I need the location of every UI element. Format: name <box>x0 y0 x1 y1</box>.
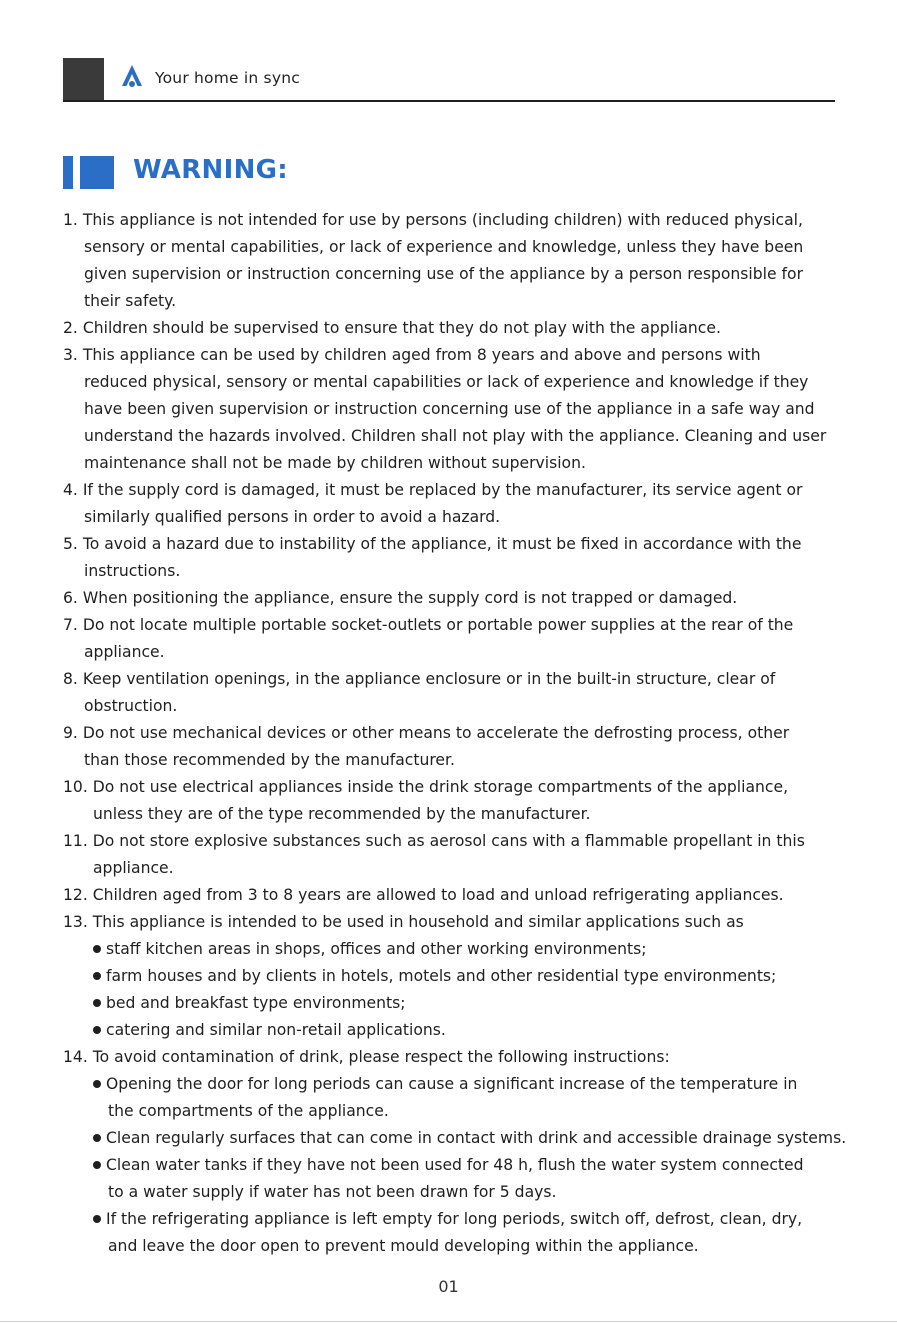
bullet-line <box>93 936 647 963</box>
bullet-icon <box>93 1161 101 1169</box>
list-line <box>63 720 789 747</box>
line-text: 12. Children aged from 3 to 8 years are allowed to load and unload refrigerating appliances. <box>63 886 784 904</box>
line-text: maintenance shall not be made by children without supervision. <box>84 454 586 472</box>
list-line <box>108 1179 556 1206</box>
list-line <box>63 1044 670 1071</box>
list-line <box>84 396 815 423</box>
list-line <box>84 558 180 585</box>
bullet-icon <box>93 1215 101 1223</box>
line-text: appliance. <box>84 643 165 661</box>
list-line <box>84 450 586 477</box>
list-line <box>108 1233 699 1260</box>
list-line <box>84 504 500 531</box>
line-text: 3. This appliance can be used by children aged from 8 years and above and persons with <box>63 346 761 364</box>
list-line <box>84 288 176 315</box>
line-text: bed and breakfast type environments; <box>106 994 406 1012</box>
line-text: unless they are of the type recommended by the manufacturer. <box>93 805 591 823</box>
line-text: Opening the door for long periods can cause a significant increase of the temperature in <box>106 1075 798 1093</box>
line-text: similarly qualified persons in order to avoid a hazard. <box>84 508 501 526</box>
line-text: catering and similar non-retail applications. <box>106 1021 446 1039</box>
bullet-icon <box>93 945 101 953</box>
list-line <box>63 477 802 504</box>
bullet-icon <box>93 1080 101 1088</box>
line-text: their safety. <box>84 292 177 310</box>
bullet-icon <box>93 1134 101 1142</box>
brand-logo-icon <box>120 64 144 90</box>
line-text: staff kitchen areas in shops, offices and other working environments; <box>106 940 647 958</box>
list-line <box>63 342 761 369</box>
list-line <box>63 585 737 612</box>
bullet-line <box>93 990 406 1017</box>
header-tagline: Your home in sync <box>155 69 300 87</box>
line-text: 9. Do not use mechanical devices or other means to accelerate the defrosting process, other <box>63 724 790 742</box>
list-line <box>63 774 788 801</box>
line-text: 5. To avoid a hazard due to instability of the appliance, it must be fixed in accordance with the <box>63 535 802 553</box>
line-text: and leave the door open to prevent mould developing within the appliance. <box>108 1237 699 1255</box>
list-line <box>63 828 805 855</box>
list-line <box>93 801 591 828</box>
list-line <box>63 909 744 936</box>
line-text: understand the hazards involved. Children shall not play with the appliance. Cleaning and user <box>84 427 827 445</box>
bullet-line <box>93 1125 846 1152</box>
line-text: 4. If the supply cord is damaged, it must be replaced by the manufacturer, its service agent or <box>63 481 803 499</box>
line-text: have been given supervision or instruction concerning use of the appliance in a safe way and <box>84 400 815 418</box>
list-line <box>63 531 801 558</box>
line-text: to a water supply if water has not been drawn for 5 days. <box>108 1183 557 1201</box>
line-text: farm houses and by clients in hotels, motels and other residential type environments; <box>106 967 777 985</box>
page-number: 01 <box>438 1277 459 1296</box>
line-text: 7. Do not locate multiple portable socket-outlets or portable power supplies at the rear of the <box>63 616 794 634</box>
line-text: 14. To avoid contamination of drink, please respect the following instructions: <box>63 1048 670 1066</box>
list-line <box>84 639 165 666</box>
line-text: 2. Children should be supervised to ensure that they do not play with the appliance. <box>63 319 721 337</box>
list-line <box>63 315 721 342</box>
bullet-line <box>93 1152 804 1179</box>
line-text: 6. When positioning the appliance, ensure the supply cord is not trapped or damaged. <box>63 589 738 607</box>
line-text: instructions. <box>84 562 181 580</box>
page-header <box>63 58 835 101</box>
list-line <box>84 261 803 288</box>
bottom-rule <box>0 1321 897 1322</box>
line-text: appliance. <box>93 859 174 877</box>
line-text: reduced physical, sensory or mental capabilities or lack of experience and knowledge if they <box>84 373 809 391</box>
line-text: 13. This appliance is intended to be used in household and similar applications such as <box>63 913 744 931</box>
bullet-icon <box>93 972 101 980</box>
line-text: 1. This appliance is not intended for use by persons (including children) with reduced physical, <box>63 211 803 229</box>
line-text: Clean regularly surfaces that can come in contact with drink and accessible drainage systems. <box>106 1129 847 1147</box>
bullet-line <box>93 1071 797 1098</box>
line-text: Clean water tanks if they have not been used for 48 h, flush the water system connected <box>106 1156 804 1174</box>
list-line <box>63 207 803 234</box>
warning-bar-large <box>80 156 114 189</box>
bullet-line <box>93 1206 802 1233</box>
line-text: the compartments of the appliance. <box>108 1102 389 1120</box>
list-line <box>63 666 775 693</box>
line-text: given supervision or instruction concerning use of the appliance by a person responsible for <box>84 265 803 283</box>
line-text: 8. Keep ventilation openings, in the appliance enclosure or in the built-in structure, clear of <box>63 670 776 688</box>
bullet-line <box>93 1017 446 1044</box>
header-block <box>63 58 104 101</box>
line-text: If the refrigerating appliance is left empty for long periods, switch off, defrost, clean, dry, <box>106 1210 803 1228</box>
list-line <box>93 855 174 882</box>
warning-title: WARNING: <box>133 155 288 185</box>
line-text: 10. Do not use electrical appliances inside the drink storage compartments of the appliance, <box>63 778 789 796</box>
list-line <box>84 369 808 396</box>
bullet-icon <box>93 999 101 1007</box>
list-line <box>108 1098 389 1125</box>
bullet-line <box>93 963 776 990</box>
line-text: sensory or mental capabilities, or lack of experience and knowledge, unless they have been <box>84 238 804 256</box>
list-line <box>63 612 793 639</box>
bullet-icon <box>93 1026 101 1034</box>
list-line <box>84 693 177 720</box>
line-text: obstruction. <box>84 697 178 715</box>
list-line <box>84 234 803 261</box>
line-text: than those recommended by the manufacturer. <box>84 751 455 769</box>
header-rule <box>63 100 835 102</box>
line-text: 11. Do not store explosive substances such as aerosol cans with a flammable propellant in this <box>63 832 805 850</box>
warning-bar-small <box>63 156 73 189</box>
list-line <box>63 882 784 909</box>
list-line <box>84 747 455 774</box>
list-line <box>84 423 826 450</box>
